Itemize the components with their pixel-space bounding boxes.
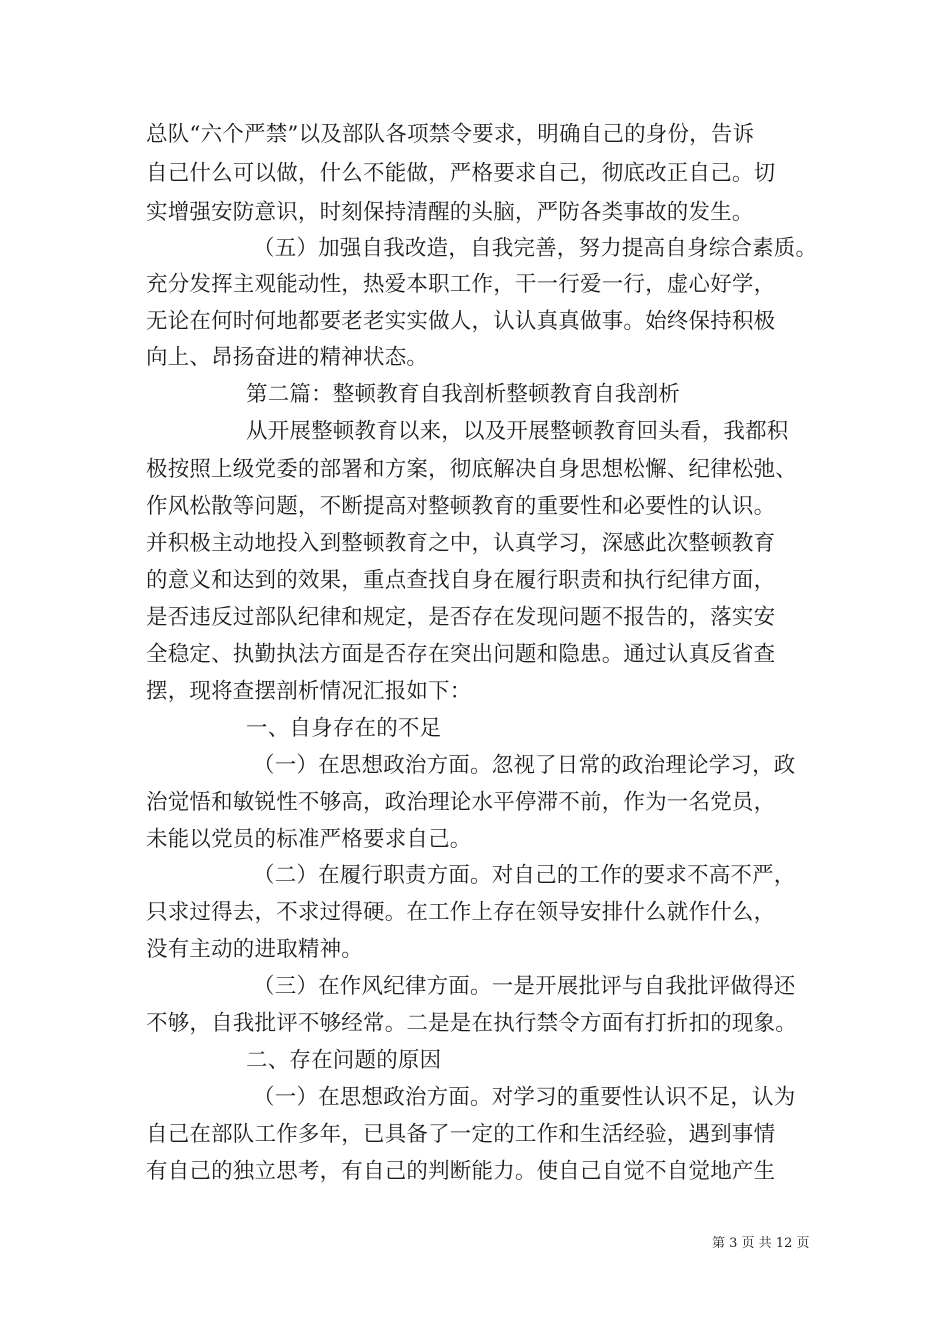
text-line-6: 无论在何时何地都要老老实实做人，认认真真做事。始终保持积极 — [146, 309, 776, 334]
text-line-23: 没有主动的进取精神。 — [146, 937, 364, 962]
text-line-25: 不够，自我批评不够经常。二是是在执行禁令方面有打折扣的现象。 — [146, 1011, 798, 1036]
text-line-27: （一）在思想政治方面。对学习的重要性认识不足，认为 — [253, 1085, 796, 1110]
text-line-3: 实增强安防意识，时刻保持清醒的头脑，严防各类事故的发生。 — [146, 200, 754, 225]
text-line-29: 有自己的独立思考，有自己的判断能力。使自己自觉不自觉地产生 — [146, 1159, 776, 1184]
text-line-11: 作风松散等问题，不断提高对整顿教育的重要性和必要性的认识。 — [146, 494, 776, 519]
text-line-2: 自己什么可以做，什么不能做，严格要求自己，彻底改正自己。切 — [146, 161, 776, 186]
text-line-12: 并积极主动地投入到整顿教育之中，认真学习，深感此次整顿教育 — [146, 531, 776, 556]
text-line-7: 向上、昂扬奋进的精神状态。 — [146, 345, 429, 370]
text-line-16: 摆，现将查摆剖析情况汇报如下： — [146, 679, 472, 704]
text-line-22: 只求过得去，不求过得硬。在工作上存在领导安排什么就作什么， — [146, 900, 776, 925]
text-line-9: 从开展整顿教育以来，以及开展整顿教育回头看，我都积 — [246, 419, 789, 444]
section-heading-line: 第二篇：整顿教育自我剖析整顿教育自我剖析 — [246, 382, 681, 407]
text-line-26: 二、存在问题的原因 — [246, 1048, 442, 1073]
text-line-4: （五）加强自我改造，自我完善，努力提高自身综合素质。 — [253, 236, 818, 261]
text-line-15: 全稳定、执勤执法方面是否存在突出问题和隐患。通过认真反省查 — [146, 642, 776, 667]
text-line-24: （三）在作风纪律方面。一是开展批评与自我批评做得还 — [253, 974, 796, 999]
text-line-10: 极按照上级党委的部署和方案，彻底解决自身思想松懈、纪律松弛、 — [146, 457, 798, 482]
text-line-17: 一、自身存在的不足 — [246, 716, 442, 741]
page-number-footer: 第 3 页 共 12 页 — [712, 1236, 810, 1251]
text-line-28: 自己在部队工作多年，已具备了一定的工作和生活经验，遇到事情 — [146, 1122, 776, 1147]
text-line-20: 未能以党员的标准严格要求自己。 — [146, 827, 472, 852]
text-line-14: 是否违反过部队纪律和规定，是否存在发现问题不报告的，落实安 — [146, 605, 776, 630]
text-line-13: 的意义和达到的效果，重点查找自身在履行职责和执行纪律方面， — [146, 568, 776, 593]
text-line-21: （二）在履行职责方面。对自己的工作的要求不高不严， — [253, 863, 796, 888]
text-line-19: 治觉悟和敏锐性不够高，政治理论水平停滞不前，作为一名党员， — [146, 790, 776, 815]
text-line-18: （一）在思想政治方面。忽视了日常的政治理论学习，政 — [253, 753, 796, 778]
text-line-5: 充分发挥主观能动性，热爱本职工作，干一行爱一行，虚心好学， — [146, 272, 776, 297]
text-line-1: 总队“六个严禁”以及部队各项禁令要求，明确自己的身份，告诉 — [146, 122, 755, 147]
